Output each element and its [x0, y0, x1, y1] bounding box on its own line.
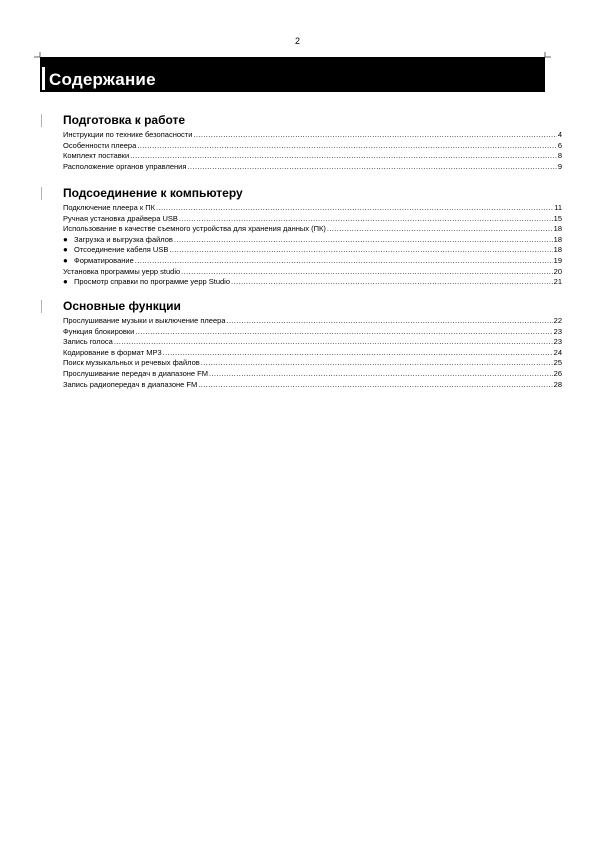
- toc-entry[interactable]: [63, 316, 562, 327]
- dot-leader: [179, 214, 553, 225]
- toc-entry-label: Просмотр справки по программе yepp Studio: [74, 277, 231, 287]
- dot-leader: [137, 141, 557, 152]
- dot-leader: [226, 316, 552, 327]
- toc-entry-page: 20: [553, 266, 562, 276]
- toc-entry-page: 19: [553, 255, 562, 265]
- toc-entry-page: 18: [553, 224, 562, 234]
- toc-entry[interactable]: [63, 245, 562, 256]
- toc-entry-page: 9: [557, 161, 562, 171]
- toc-entry-page: 21: [553, 277, 562, 287]
- toc-entry-label: Форматирование: [74, 255, 134, 265]
- toc-entry-label: Загрузка и выгрузка файлов: [74, 234, 173, 244]
- dot-leader: [163, 348, 553, 359]
- section-marker: [41, 114, 42, 127]
- toc-entry-page: 18: [553, 234, 562, 244]
- dot-leader: [135, 256, 553, 267]
- dot-leader: [201, 358, 553, 369]
- toc-entry-page: 18: [553, 245, 562, 255]
- dot-leader: [174, 235, 553, 246]
- toc-entry-label: Отсоединение кабеля USB: [74, 245, 169, 255]
- dot-leader: [156, 203, 553, 214]
- toc-entry-page: 28: [553, 379, 562, 389]
- toc-entry-page: 26: [553, 368, 562, 378]
- toc-entry[interactable]: [63, 256, 562, 267]
- dot-leader: [231, 277, 553, 288]
- toc-entry-page: 23: [553, 337, 562, 347]
- dot-leader: [209, 369, 553, 380]
- title-bar: [40, 57, 545, 92]
- section-marker: [41, 300, 42, 313]
- dot-leader: [193, 130, 556, 141]
- dot-leader: [181, 267, 552, 278]
- section-title: Подготовка к работе: [63, 113, 186, 127]
- toc-entry-label: Прослушивание передач в диапазоне FM: [63, 368, 208, 378]
- toc-entry-label: Запись радиопередач в диапазоне FM: [63, 379, 198, 389]
- toc-entry-label: Функция блокировки: [63, 326, 135, 336]
- dot-leader: [327, 224, 553, 235]
- section-marker: [41, 187, 42, 200]
- bullet-icon: ●: [63, 255, 68, 265]
- dot-leader: [114, 337, 553, 348]
- dot-leader: [169, 245, 552, 256]
- toc-entry-label: Использование в качестве съемного устройства для хранения данных (ПК): [63, 224, 326, 234]
- toc-entry-label: Комплект поставки: [63, 151, 130, 161]
- toc-entry-label: Подключение плеера к ПК: [63, 203, 155, 212]
- toc-entry-label: Прослушивание музыки и выключение плеера: [63, 316, 226, 325]
- toc-entry[interactable]: [63, 358, 562, 369]
- toc-entry-label: Поиск музыкальных и речевых файлов: [63, 358, 200, 368]
- bullet-icon: ●: [63, 277, 68, 287]
- toc-entry-page: 6: [557, 140, 562, 150]
- dot-leader: [130, 151, 557, 162]
- toc-entry[interactable]: [63, 337, 562, 348]
- toc-entry[interactable]: [63, 214, 562, 225]
- dot-leader: [198, 380, 552, 391]
- bullet-icon: ●: [63, 234, 68, 244]
- title-accent-bar: [42, 67, 45, 90]
- toc-entry-page: 11: [554, 203, 562, 212]
- toc-entry-page: 8: [557, 151, 562, 161]
- toc-entry[interactable]: [63, 130, 562, 141]
- toc-entry-label: Инструкции по технике безопасности: [63, 130, 193, 139]
- toc-entry[interactable]: [63, 267, 562, 278]
- toc-entry[interactable]: [63, 224, 562, 235]
- toc-entry[interactable]: [63, 277, 562, 288]
- toc-entry-page: 15: [553, 213, 562, 223]
- toc-entry[interactable]: [63, 348, 562, 359]
- toc-entry-page: 4: [557, 130, 562, 139]
- toc-entry[interactable]: [63, 203, 562, 214]
- section-title: Подсоединение к компьютеру: [63, 186, 243, 200]
- toc-entry-label: Установка программы yepp studio: [63, 266, 181, 276]
- toc-entry-label: Особенности плеера: [63, 140, 137, 150]
- toc-list: [63, 203, 562, 288]
- page-title: Содержание: [49, 70, 156, 89]
- toc-entry-label: Ручная установка драйвера USB: [63, 213, 178, 223]
- toc-entry[interactable]: [63, 151, 562, 162]
- page-number: 2: [294, 36, 300, 46]
- toc-entry-page: 24: [553, 347, 562, 357]
- toc-entry-page: 23: [553, 326, 562, 336]
- bullet-icon: ●: [63, 245, 68, 255]
- toc-entry-label: Запись голоса: [63, 337, 113, 347]
- toc-list: [63, 130, 562, 172]
- toc-entry-label: Расположение органов управления: [63, 161, 187, 171]
- toc-list: [63, 316, 562, 390]
- toc-entry-page: 22: [553, 316, 562, 325]
- toc-entry-page: 25: [553, 358, 562, 368]
- toc-entry-label: Кодирование в формат MP3: [63, 347, 162, 357]
- dot-leader: [187, 162, 556, 173]
- section-title: Основные функции: [63, 299, 181, 313]
- toc-entry[interactable]: [63, 369, 562, 380]
- dot-leader: [135, 327, 552, 338]
- toc-entry[interactable]: [63, 327, 562, 338]
- toc-entry[interactable]: [63, 235, 562, 246]
- toc-entry[interactable]: [63, 141, 562, 152]
- toc-entry[interactable]: [63, 162, 562, 173]
- toc-entry[interactable]: [63, 380, 562, 391]
